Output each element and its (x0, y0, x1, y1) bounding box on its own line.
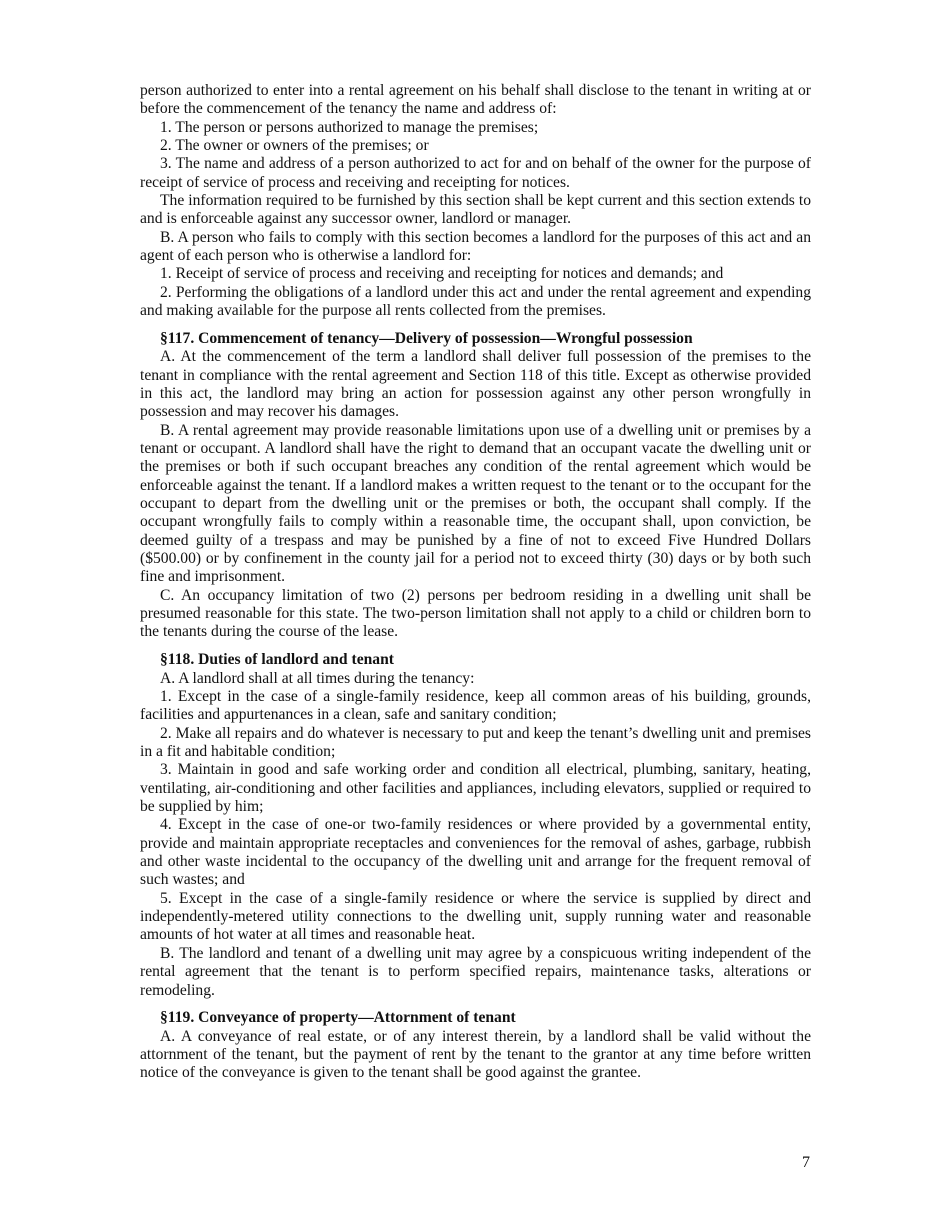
paragraph: 1. The person or persons authorized to manage the premises; (160, 118, 539, 136)
paragraph: person authorized to enter into a rental agreement on his behalf shall disclose to the tenant in writing at or before the commencement of the tenancy the name and address of: (140, 82, 811, 118)
paragraph: B. A person who fails to comply with this section becomes a landlord for the purposes of this act and an agent of each person who is otherwise a landlord for: (140, 228, 811, 265)
paragraph: 2. The owner or owners of the premises; or (160, 137, 429, 155)
page-number: 7 (802, 1154, 810, 1171)
document-body (140, 82, 811, 1083)
paragraph: 1. Receipt of service of process and receiving and receipting for notices and demands; and (160, 265, 724, 283)
paragraph: A. At the commencement of the term a landlord shall deliver full possession of the premises to the tenant in compliance with the rental agreement and Section 118 of this title. Except as otherwise provided in this act, the landlord may bring an action for possession against any other person wrongfully in possession and may recover his damages. (140, 348, 811, 421)
paragraph: The information required to be furnished by this section shall be kept current and this section extends to and is enforceable against any successor owner, landlord or manager. (140, 192, 811, 228)
section-heading: §119. Conveyance of property—Attornment of tenant (160, 1009, 516, 1027)
paragraph: 1. Except in the case of a single-family residence, keep all common areas of his building, grounds, facilities and appurtenances in a clean, safe and sanitary condition; (140, 688, 811, 724)
section-118 (140, 651, 811, 1000)
paragraph: B. A rental agreement may provide reasonable limitations upon use of a dwelling unit or premises by a tenant or occupant. A landlord shall have the right to demand that an occupant vacate the dwelling unit or the premises or both if such occupant breaches any condition of the rental agreement which would be enforceable against the tenant. If a landlord makes a written request to the tenant or to the occupant for the occupant to depart from the dwelling unit or the premises or both, the occupant shall comply. If the occupant wrongfully fails to comply within a reasonable time, the occupant shall, upon conviction, be deemed guilty of a trespass and may be punished by a fine of not to exceed Five Hundred Dollars ($500.00) or by confinement in the county jail for a period not to exceed thirty (30) days or by both such fine and imprisonment. (140, 421, 811, 586)
paragraph: 3. Maintain in good and safe working order and condition all electrical, plumbing, sanitary, heating, ventilating, air-conditioning and other facilities and appliances, including elevators, supplied or required to be supplied by him; (140, 761, 811, 816)
paragraph: 5. Except in the case of a single-family residence or where the service is supplied by direct and independently-metered utility connections to the dwelling unit, supply running water and reasonable amounts of hot water at all times and reasonable heat. (140, 889, 811, 944)
paragraph: 3. The name and address of a person authorized to act for and on behalf of the owner for the purpose of receipt of service of process and receiving and receipting for notices. (140, 155, 811, 191)
paragraph: A. A landlord shall at all times during the tenancy: (160, 669, 475, 687)
section-119 (140, 1009, 811, 1082)
paragraph: 4. Except in the case of one-or two-family residences or where provided by a governmental entity, provide and maintain appropriate receptacles and conveniences for the removal of ashes, garbage, rubbish and other waste incidental to the occupancy of the dwelling unit and arrange for the frequent removal of such wastes; and (140, 816, 811, 889)
section-heading: §117. Commencement of tenancy—Delivery of possession—Wrongful possession (160, 329, 693, 347)
continuation-block (140, 82, 811, 320)
paragraph: A. A conveyance of real estate, or of any interest therein, by a landlord shall be valid without the attornment of the tenant, but the payment of rent by the tenant to the grantor at any time before written notice of the conveyance is given to the tenant shall be good against the grantee. (140, 1027, 811, 1082)
section-heading: §118. Duties of landlord and tenant (160, 651, 394, 669)
paragraph: 2. Make all repairs and do whatever is necessary to put and keep the tenant’s dwelling unit and premises in a fit and habitable condition; (140, 724, 811, 761)
paragraph: 2. Performing the obligations of a landlord under this act and under the rental agreement and expending and making available for the purpose all rents collected from the premises. (140, 283, 811, 320)
paragraph: C. An occupancy limitation of two (2) persons per bedroom residing in a dwelling unit shall be presumed reasonable for this state. The two-person limitation shall not apply to a child or children born to the tenants during the course of the lease. (140, 586, 811, 641)
paragraph: B. The landlord and tenant of a dwelling unit may agree by a conspicuous writing independent of the rental agreement that the tenant is to perform specified repairs, maintenance tasks, alterations or remodeling. (140, 944, 811, 999)
section-117 (140, 330, 811, 642)
